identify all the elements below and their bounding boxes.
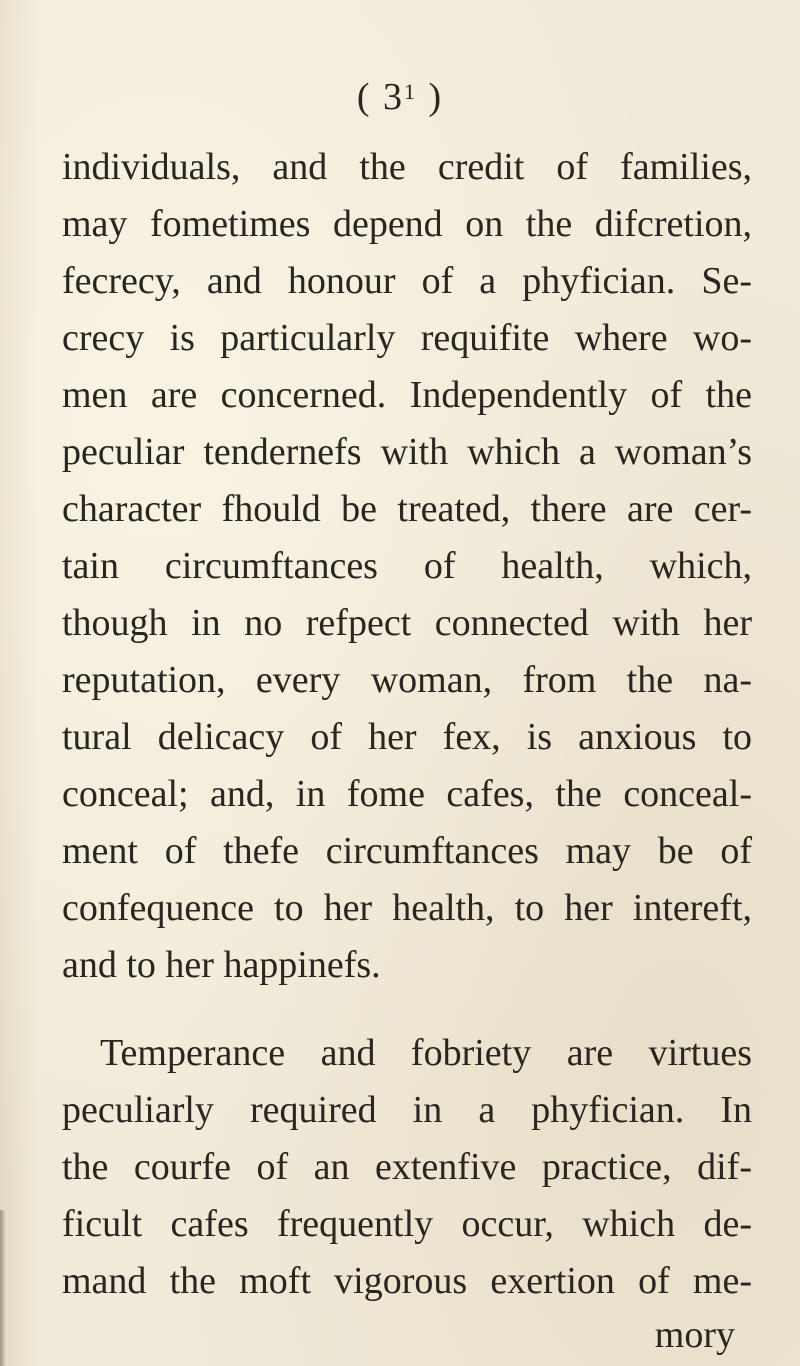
- text-line: crecy is particularly requifite where wo-: [62, 317, 752, 359]
- text-line: character fhould be treated, there are cer-: [62, 488, 752, 530]
- page-number: [0, 78, 800, 116]
- text-line: confequence to her health, to her intereft,: [62, 887, 752, 929]
- text-line: individuals, and the credit of families,: [62, 146, 752, 188]
- catchword: mory: [654, 1314, 735, 1356]
- text-line: reputation, every woman, from the na-: [62, 659, 752, 701]
- text-line: ficult cafes frequently occur, which de-: [62, 1203, 752, 1245]
- page-number-close: ): [417, 76, 444, 118]
- text-line: tain circumftances of health, which,: [62, 545, 752, 587]
- text-line: mand the moft vigorous exertion of me-: [62, 1260, 752, 1302]
- text-line: the courfe of an extenfive practice, dif-: [62, 1146, 752, 1188]
- text-line: peculiarly required in a phyfician. In: [62, 1089, 752, 1131]
- text-line: peculiar tendernefs with which a woman’s: [62, 431, 752, 473]
- text-line: and to her happinefs.: [62, 944, 381, 986]
- text-line: conceal; and, in fome cafes, the conceal-: [62, 773, 752, 815]
- page-number-main: ( 3: [356, 76, 404, 118]
- text-line: men are concerned. Independently of the: [62, 374, 752, 416]
- page-number-superscript: 1: [404, 79, 417, 104]
- text-line: tural delicacy of her fex, is anxious to: [62, 716, 752, 758]
- text-line: ment of thefe circumftances may be of: [62, 830, 752, 872]
- binding-edge: [0, 1210, 6, 1366]
- text-line: Temperance and fobriety are virtues: [100, 1032, 752, 1074]
- text-line: though in no refpect connected with her: [62, 602, 752, 644]
- text-line: fecrecy, and honour of a phyfician. Se-: [62, 260, 752, 302]
- text-line: may fometimes depend on the difcretion,: [62, 203, 752, 245]
